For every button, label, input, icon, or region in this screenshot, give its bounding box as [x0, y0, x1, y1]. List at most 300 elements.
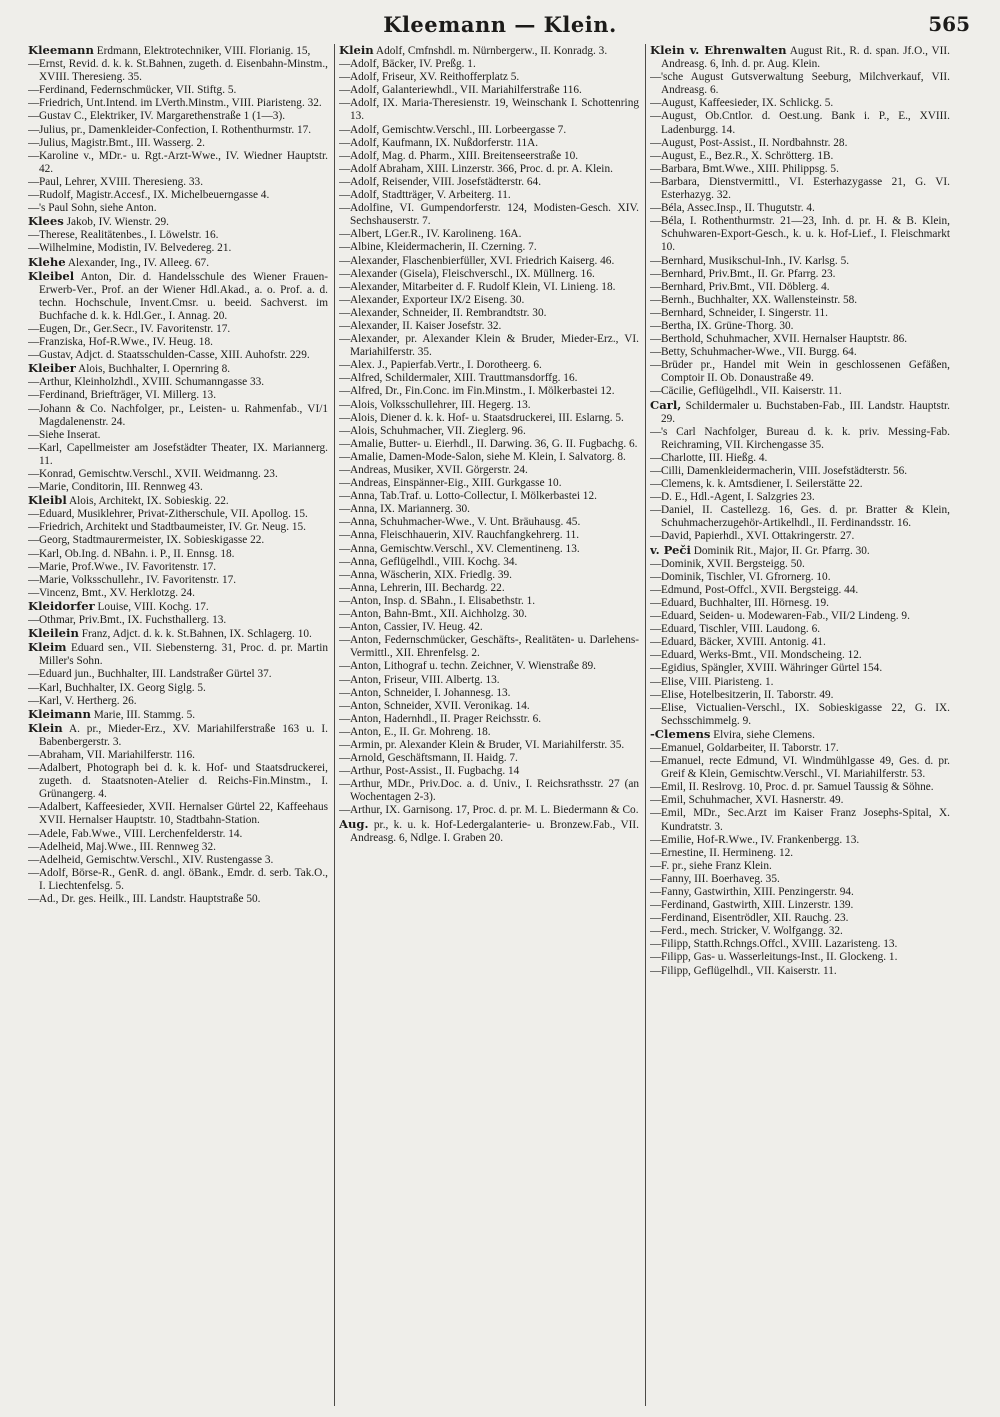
entry-text: Ferdinand, Eisentrödler, XII. Rauchg. 23. [661, 912, 849, 925]
directory-entry [28, 722, 328, 749]
directory-entry [650, 504, 950, 530]
entry-dash: — [339, 241, 351, 254]
entry-text: August, Kaffeesieder, IX. Schlickg. 5. [661, 97, 834, 110]
directory-entry [28, 202, 328, 215]
entry-text: Anton, Lithograf u. techn. Zeichner, V. Wienstraße 89. [350, 660, 596, 673]
entry-text: Elise, Victualien-Verschl., IX. Sobieskigasse 22, G. IX. Sechsschimmelg. 9. [661, 701, 950, 727]
entry-text: Bernh., Buchhalter, XX. Wallensteinstr. 58. [661, 293, 858, 306]
entry-text: Eduard sen., VII. Siebensterng. 31, Proc. d. pr. Martin Miller's Sohn. [39, 642, 328, 668]
entry-text: Konrad, Gemischtw.Verschl., XVII. Weidmanng. 23. [39, 468, 278, 480]
page-title: Kleemann — Klein. [383, 12, 617, 37]
directory-entry [650, 359, 950, 385]
entry-dash: — [339, 254, 351, 267]
directory-entry [650, 385, 950, 398]
entry-text: Anton, Insp. d. SBahn., I. Elisabethstr. 1. [350, 594, 536, 607]
entry-dash: — [28, 349, 40, 362]
entry-dash: — [28, 441, 40, 454]
entry-text: Georg, Stadtmaurermeister, IX. Sobieskigasse 22. [39, 534, 265, 547]
entry-dash: — [28, 866, 40, 879]
entry-dash: — [339, 372, 351, 385]
entry-dash: — [339, 136, 351, 149]
directory-entry [650, 584, 950, 597]
page-number: 565 [928, 12, 970, 36]
directory-entry [339, 333, 639, 359]
entry-dash: — [339, 97, 351, 110]
entry-text: Filipp, Geflügelhdl., VII. Kaiserstr. 11. [661, 964, 837, 977]
entry-text: Alexander (Gisela), Fleischverschl., IX. Müllnerg. 16. [350, 267, 595, 280]
directory-entry [650, 333, 950, 346]
directory-entry [339, 543, 639, 556]
entry-dash: — [650, 491, 662, 504]
directory-entry [339, 385, 639, 398]
entry-dash: — [339, 202, 351, 215]
entry-dash: — [650, 755, 662, 768]
directory-entry [339, 490, 639, 503]
entry-text: Dominik Rit., Major, II. Gr. Pfarrg. 30. [693, 544, 870, 557]
entry-text: August Rit., R. d. span. Jf.O., VII. Andreasg. 6, Inh. d. pr. Aug. Klein. [661, 45, 950, 71]
entry-dash: — [339, 673, 351, 686]
entry-dash: — [339, 608, 351, 621]
entry-dash: — [339, 84, 351, 97]
entry-text: Daniel, II. Castellezg. 16, Ges. d. pr. Bratter & Klein, Schuhmacherzugehör-Artikelhdl., II. Ferdinandsstr. 16. [661, 504, 950, 530]
directory-entry [650, 873, 950, 886]
directory-entry [650, 610, 950, 623]
entry-dash: — [650, 649, 662, 662]
directory-entry [650, 623, 950, 636]
entry-dash: — [339, 359, 351, 372]
directory-entry [339, 176, 639, 189]
entry-text: Vincenz, Bmt., XV. Herklotzg. 24. [39, 586, 195, 599]
directory-entry [650, 597, 950, 610]
entry-dash: — [28, 336, 40, 349]
entry-dash: — [339, 149, 351, 162]
directory-entry [650, 899, 950, 912]
entry-text: Alois, Schuhmacher, VII. Zieglerg. 96. [350, 424, 526, 437]
entry-text: Anna, Geflügelhdl., VIII. Kochg. 34. [350, 555, 518, 568]
entry-text: Othmar, Priv.Bmt., IX. Fuchsthallerg. 13. [39, 614, 227, 627]
directory-entry [28, 124, 328, 137]
entry-text: Gustav C., Elektriker, IV. Margarethenstraße 1 (1—3). [39, 110, 286, 123]
directory-entry [28, 682, 328, 695]
entry-dash: — [28, 175, 40, 188]
entry-text: Adolf Abraham, XIII. Linzerstr. 366, Proc. d. pr. A. Klein. [350, 162, 613, 175]
entry-text: Alexander, Ing., IV. Alleeg. 67. [67, 256, 210, 269]
entry-text: Eduard, Werks-Bmt., VII. Mondscheing. 12. [661, 649, 862, 662]
entry-dash: — [650, 938, 662, 951]
page-header [20, 6, 980, 42]
directory-entry [28, 508, 328, 521]
entry-text: Siehe Inserat. [39, 428, 101, 441]
directory-entry [650, 886, 950, 899]
entry-text: Fanny, Gastwirthin, XIII. Penzingerstr. 94. [661, 886, 854, 898]
entry-text: Armin, pr. Alexander Klein & Bruder, VI. Mariahilferstr. 35. [350, 738, 625, 751]
entry-dash: — [650, 741, 662, 754]
entry-text: Charlotte, III. Hießg. 4. [661, 451, 768, 464]
entry-text: Adolf, Gemischtw.Verschl., III. Lorbeergasse 7. [350, 123, 567, 136]
entry-text: Barbara, Dienstvermittl., VI. Esterhazygasse 21, G. VI. Esterhazyg. 32. [661, 175, 950, 202]
entry-dash: — [339, 162, 351, 175]
entry-dash: — [650, 267, 662, 280]
entry-dash: — [28, 389, 40, 402]
directory-entry [28, 336, 328, 349]
directory-entry [28, 376, 328, 389]
column-left [28, 44, 328, 1406]
entry-dash: — [650, 688, 662, 701]
entry-dash: — [339, 516, 351, 529]
directory-entry [650, 781, 950, 794]
entry-dash: — [650, 110, 662, 123]
directory-entry [28, 176, 328, 189]
entry-surname: Klees [28, 214, 64, 229]
entry-dash: — [339, 123, 351, 136]
directory-entry [28, 893, 328, 906]
entry-text: Anna, Tab.Traf. u. Lotto-Collectur, I. Mölkerbastei 12. [350, 490, 597, 503]
entry-text: Adolfine, VI. Gumpendorferstr. 124, Modisten-Gesch. XIV. Sechshauserstr. 7. [350, 202, 639, 228]
entry-text: Alois, Volksschullehrer, III. Hegerg. 13. [350, 398, 531, 411]
directory-entry [28, 256, 328, 270]
entry-dash: — [28, 136, 40, 149]
entry-text: Schildermaler u. Buchstaben-Fab., III. Landstr. Hauptstr. 29. [661, 399, 950, 425]
entry-text: Alexander, Flaschenbierfüller, XVI. Friedrich Kaiserg. 46. [350, 254, 615, 267]
entry-dash: — [339, 725, 351, 738]
entry-text: Barbara, Bmt.Wwe., XIII. Philippsg. 5. [661, 162, 839, 175]
directory-entry [339, 687, 639, 700]
directory-entry [650, 137, 950, 150]
entry-dash: — [650, 570, 662, 583]
entry-dash: — [650, 886, 662, 898]
entry-text: Anton, Friseur, VIII. Albertg. 13. [350, 673, 500, 686]
entry-text: Anton, Cassier, IV. Heug. 42. [350, 621, 483, 634]
directory-entry [339, 241, 639, 254]
directory-entry [28, 229, 328, 242]
directory-entry [339, 255, 639, 268]
entry-dash: — [650, 346, 662, 359]
entry-dash: — [339, 804, 351, 817]
directory-entry [339, 713, 639, 726]
entry-text: Adolf, Friseur, XV. Reithofferplatz 5. [350, 71, 520, 84]
entry-text: Adolf, Cmfnshdl. m. Nürnbergerw., II. Konradg. 3. [375, 45, 608, 57]
directory-entry [28, 534, 328, 547]
directory-entry [650, 662, 950, 675]
entry-dash: — [339, 778, 351, 791]
entry-dash: — [28, 376, 40, 389]
directory-entry [650, 478, 950, 491]
entry-dash: — [28, 586, 40, 599]
entry-dash: — [339, 385, 351, 398]
entry-dash: — [650, 385, 662, 398]
directory-entry [339, 84, 639, 97]
entry-dash: — [650, 333, 662, 346]
directory-entry [339, 477, 639, 490]
directory-entry [28, 389, 328, 402]
directory-entry [339, 818, 639, 845]
entry-dash: — [650, 899, 662, 912]
entry-text: Abraham, VII. Mariahilferstr. 116. [39, 748, 195, 761]
directory-entry [650, 399, 950, 426]
entry-dash: — [339, 542, 351, 555]
entry-dash: — [650, 162, 662, 175]
entry-surname: Klehe [28, 254, 66, 269]
entry-text: Anna, Wäscherin, XIX. Friedlg. 39. [350, 568, 512, 581]
entry-text: Emanuel, Goldarbeiter, II. Taborstr. 17. [661, 741, 839, 754]
directory-entry [339, 44, 639, 58]
entry-dash: — [650, 610, 662, 623]
entry-text: Franziska, Hof-R.Wwe., IV. Heug. 18. [39, 336, 213, 349]
entry-dash: — [650, 202, 662, 215]
entry-dash: — [339, 450, 351, 463]
directory-entry [339, 307, 639, 320]
entry-text: Emil, Schuhmacher, XVI. Hasnerstr. 49. [661, 794, 844, 807]
entry-dash: — [339, 333, 351, 346]
entry-text: Friedrich, Architekt und Stadtbaumeister, IV. Gr. Neug. 15. [39, 521, 306, 534]
entry-dash: — [339, 424, 351, 437]
entry-text: Karoline v., MDr.- u. Rgt.-Arzt-Wwe., IV. Wiedner Hauptstr. 42. [39, 149, 328, 175]
entry-dash: — [28, 853, 40, 866]
entry-text: Marie, III. Stammg. 5. [93, 708, 196, 721]
entry-dash: — [28, 801, 40, 814]
directory-entry [650, 860, 950, 873]
entry-text: pr., k. u. k. Hof-Ledergalanterie- u. Bronzew.Fab., VII. Andreasg. 6, Ndlge. I. Graben 20. [350, 818, 639, 844]
directory-entry [339, 294, 639, 307]
entry-dash: — [650, 951, 662, 964]
directory-entry [28, 323, 328, 336]
entry-dash: — [339, 319, 351, 332]
entry-surname: Klein v. Ehrenwalten [650, 44, 787, 57]
directory-entry [650, 97, 950, 110]
entry-dash: — [28, 481, 40, 494]
directory-entry [650, 571, 950, 584]
entry-text: Anton, Hadernhdl., II. Prager Reichsstr. 6. [350, 712, 542, 725]
entry-text: Bernhard, Priv.Bmt., VII. Döblerg. 4. [661, 280, 830, 293]
column-right [650, 44, 950, 1406]
entry-text: Alexander, Exporteur IX/2 Eiseng. 30. [350, 293, 525, 306]
entry-text: Anton, Federnschmücker, Geschäfts-, Realitäten- u. Darlehens-Vermittl., XII. Ehrenfelsg. 2. [350, 634, 639, 660]
entry-surname: Klein [28, 720, 63, 735]
directory-entry [650, 807, 950, 833]
entry-dash: — [28, 762, 40, 775]
entry-surname: Kleibl [28, 493, 67, 508]
directory-entry [28, 270, 328, 323]
entry-text: Alexander, II. Kaiser Josefstr. 32. [350, 319, 502, 332]
entry-text: Gustav, Adjct. d. Staatsschulden-Casse, XIII. Auhofstr. 229. [39, 349, 310, 362]
directory-entry [339, 765, 639, 778]
entry-text: Amalie, Damen-Mode-Salon, siehe M. Klein, I. Salvatorg. 8. [350, 450, 626, 463]
entry-dash: — [28, 534, 40, 547]
entry-dash: — [339, 529, 351, 542]
entry-dash: — [339, 267, 351, 280]
entry-text: Anna, Lehrerin, III. Bechardg. 22. [350, 581, 505, 594]
directory-entry [28, 762, 328, 801]
directory-entry [339, 700, 639, 713]
directory-entry [650, 281, 950, 294]
entry-surname: Kleidorfer [28, 598, 95, 613]
entry-dash: — [650, 425, 662, 438]
directory-entry [650, 268, 950, 281]
directory-entry [650, 938, 950, 951]
entry-text: Jakob, IV. Wienstr. 29. [66, 216, 169, 229]
entry-text: Alexander, Schneider, II. Rembrandtstr. 30. [350, 306, 547, 319]
directory-entry [339, 163, 639, 176]
directory-entry [339, 425, 639, 438]
entry-text: Anna, Fleischhauerin, XIV. Rauchfangkehrerg. 11. [350, 529, 580, 542]
directory-entry [28, 867, 328, 893]
entry-text: Egidius, Spängler, XVIII. Währinger Gürtel 154. [661, 662, 883, 675]
entry-text: Ferdinand, Gastwirth, XIII. Linzerstr. 139. [661, 899, 854, 912]
entry-dash: — [339, 280, 351, 293]
entry-text: Filipp, Statth.Rchngs.Offcl., XVIII. Lazaristeng. 13. [661, 938, 898, 951]
entry-text: Béla, I. Rothenthurmstr. 21—23, Inh. d. pr. H. & B. Klein, Schuhwaren-Export-Gesch., k. u. k. Hof-Lief., I. Fleischmarkt 10. [661, 215, 950, 254]
entry-dash: — [28, 468, 40, 480]
entry-text: Bernhard, Schneider, I. Singerstr. 11. [661, 306, 828, 319]
directory-entry [28, 189, 328, 202]
directory-entry [339, 529, 639, 542]
entry-dash: — [339, 503, 351, 516]
entry-text: Eduard, Buchhalter, III. Hörnesg. 19. [661, 596, 830, 609]
directory-entry [28, 841, 328, 854]
entry-text: Anton, Schneider, XVII. Veronikag. 14. [350, 699, 530, 712]
directory-entry [650, 742, 950, 755]
directory-entry [339, 556, 639, 569]
directory-entry [28, 708, 328, 722]
entry-dash: — [28, 58, 40, 71]
entry-text: Louise, VIII. Kochg. 17. [97, 600, 209, 613]
directory-entry [650, 150, 950, 163]
entry-text: Arthur, Kleinholzhdl., XVIII. Schumanngasse 33. [39, 376, 265, 389]
directory-entry [650, 794, 950, 807]
directory-entry [339, 97, 639, 123]
entry-text: D. E., Hdl.-Agent, I. Salzgries 23. [661, 491, 815, 504]
entry-text: Adolf, Galanteriewhdl., VII. Mariahilferstraße 116. [350, 84, 582, 97]
entry-text: Eduard, Tischler, VIII. Laudong. 6. [661, 623, 821, 636]
directory-entry [650, 452, 950, 465]
entry-text: Clemens, k. k. Amtsdiener, I. Seilerstätte 22. [661, 478, 863, 491]
entry-text: Ferd., mech. Stricker, V. Wolfgangg. 32. [661, 925, 843, 938]
directory-entry [339, 621, 639, 634]
entry-text: Cilli, Damenkleidermacherin, VIII. Josefstädterstr. 56. [661, 465, 908, 477]
directory-entry [28, 668, 328, 681]
directory-entry [28, 362, 328, 376]
entry-dash: — [28, 202, 40, 215]
entry-text: Fanny, III. Boerhaveg. 35. [661, 872, 780, 885]
directory-entry [28, 110, 328, 123]
entry-dash: — [339, 699, 351, 712]
entry-text: F. pr., siehe Franz Klein. [661, 859, 772, 872]
entry-text: Erdmann, Elektrotechniker, VIII. Florianig. 15, [96, 45, 311, 57]
directory-entry [650, 558, 950, 571]
entry-text: Adolf, Kaufmann, IX. Nußdorferstr. 11A. [350, 136, 539, 149]
entry-dash: — [650, 71, 662, 84]
entry-text: Julius, Magistr.Bmt., III. Wasserg. 2. [39, 136, 205, 149]
entry-dash: — [650, 254, 662, 267]
entry-text: Adele, Fab.Wwe., VIII. Lerchenfelderstr. 14. [39, 827, 243, 840]
entry-dash: — [339, 189, 351, 202]
entry-dash: — [339, 477, 351, 490]
directory-entry [28, 137, 328, 150]
entry-dash: — [28, 748, 40, 761]
directory-entry [339, 582, 639, 595]
entry-text: Ferdinand, Federnschmücker, VII. Stiftg. 5. [39, 84, 237, 97]
entry-text: Cäcilie, Geflügelhdl., VII. Kaiserstr. 11. [661, 385, 842, 398]
entry-dash: — [339, 765, 351, 778]
entry-text: Béla, Assec.Insp., II. Thugutstr. 4. [661, 202, 815, 215]
directory-entry [28, 58, 328, 84]
entry-dash: — [339, 306, 351, 319]
directory-entry [339, 372, 639, 385]
column-divider [334, 44, 335, 1406]
entry-text: 's Paul Sohn, siehe Anton. [39, 202, 157, 215]
entry-dash: — [650, 97, 662, 110]
entry-dash: — [650, 175, 662, 188]
entry-dash: — [650, 781, 662, 794]
entry-dash: — [650, 872, 662, 885]
entry-surname: Kleim [28, 640, 67, 655]
entry-text: Bertha, IX. Grüne-Thorg. 30. [661, 319, 794, 332]
directory-entry [650, 728, 950, 742]
directory-entry [339, 660, 639, 673]
directory-entry [28, 521, 328, 534]
entry-dash: — [650, 912, 662, 925]
entry-text: Adolf, Reisender, VIII. Josefstädterstr. 64. [350, 175, 542, 188]
entry-text: Adalbert, Kaffeesieder, XVII. Hernalser Gürtel 22, Kaffeehaus XVII. Hernalser Hauptstr. 10, Stadtbahn-Station. [39, 801, 328, 827]
entry-dash: — [28, 428, 40, 441]
entry-dash: — [339, 411, 351, 424]
directory-entry [339, 778, 639, 804]
entry-dash: — [650, 557, 662, 570]
entry-text: Karl, Ob.Ing. d. NBahn. i. P., II. Ennsg. 18. [39, 547, 235, 560]
directory-entry [339, 228, 639, 241]
directory-entry [650, 847, 950, 860]
directory-entry [339, 71, 639, 84]
directory-entry [339, 634, 639, 660]
entry-text: David, Papierhdl., XVI. Ottakringerstr. 27. [661, 530, 855, 543]
entry-dash: — [28, 668, 40, 681]
entry-text: Anna, Gemischtw.Verschl., XV. Clementineng. 13. [350, 542, 580, 555]
entry-dash: — [650, 636, 662, 649]
entry-dash: — [650, 701, 662, 714]
directory-entry [28, 44, 328, 58]
directory-entry [339, 202, 639, 228]
entry-text: A. pr., Mieder-Erz., XV. Mariahilferstraße 163 u. I. Babenbergerstr. 3. [39, 722, 328, 748]
directory-entry [650, 912, 950, 925]
entry-text: Marie, Prof.Wwe., IV. Favoritenstr. 17. [39, 560, 217, 573]
entry-text: 's Carl Nachfolger, Bureau d. k. k. priv. Messing-Fab. Reichraming, VII. Kirchengasse 35. [661, 425, 950, 451]
entry-dash: — [28, 681, 40, 694]
entry-text: Ferdinand, Briefträger, VI. Millerg. 13. [39, 389, 217, 402]
entry-text: Rudolf, Magistr.Accesf., IX. Michelbeuerngasse 4. [39, 189, 270, 202]
entry-text: Berthold, Schuhmacher, XVII. Hernalser Hauptstr. 86. [661, 333, 908, 346]
directory-entry [339, 150, 639, 163]
entry-text: Emanuel, recte Edmund, VI. Windmühlgasse 49, Ges. d. pr. Greif & Klein, Gemischtw.Verschl., VI. Mariahilferstr. 53. [661, 755, 950, 781]
entry-dash: — [339, 555, 351, 568]
entry-text: Karl, Capellmeister am Josefstädter Theater, IX. Mariannerg. 11. [39, 441, 328, 467]
entry-dash: — [650, 925, 662, 938]
entry-surname: -Clemens [650, 726, 711, 741]
directory-entry [650, 755, 950, 781]
entry-text: Elvira, siehe Clemens. [713, 728, 815, 741]
entry-dash: — [650, 623, 662, 636]
directory-entry [28, 84, 328, 97]
entry-text: Filipp, Gas- u. Wasserleitungs-Inst., II. Glockeng. 1. [661, 951, 898, 964]
entry-text: Eduard, Musiklehrer, Privat-Zitherschule, VII. Apollog. 15. [39, 508, 308, 521]
entry-text: Emil, II. Reslrovg. 10, Proc. d. pr. Samuel Taussig & Söhne. [661, 781, 934, 794]
directory-entry [339, 503, 639, 516]
entry-dash: — [650, 136, 662, 149]
entry-surname: Carl, [650, 397, 682, 412]
entry-dash: — [339, 464, 351, 476]
entry-text: Alois, Buchhalter, I. Opernring 8. [78, 363, 231, 376]
directory-entry [28, 854, 328, 867]
entry-dash: — [650, 465, 662, 477]
